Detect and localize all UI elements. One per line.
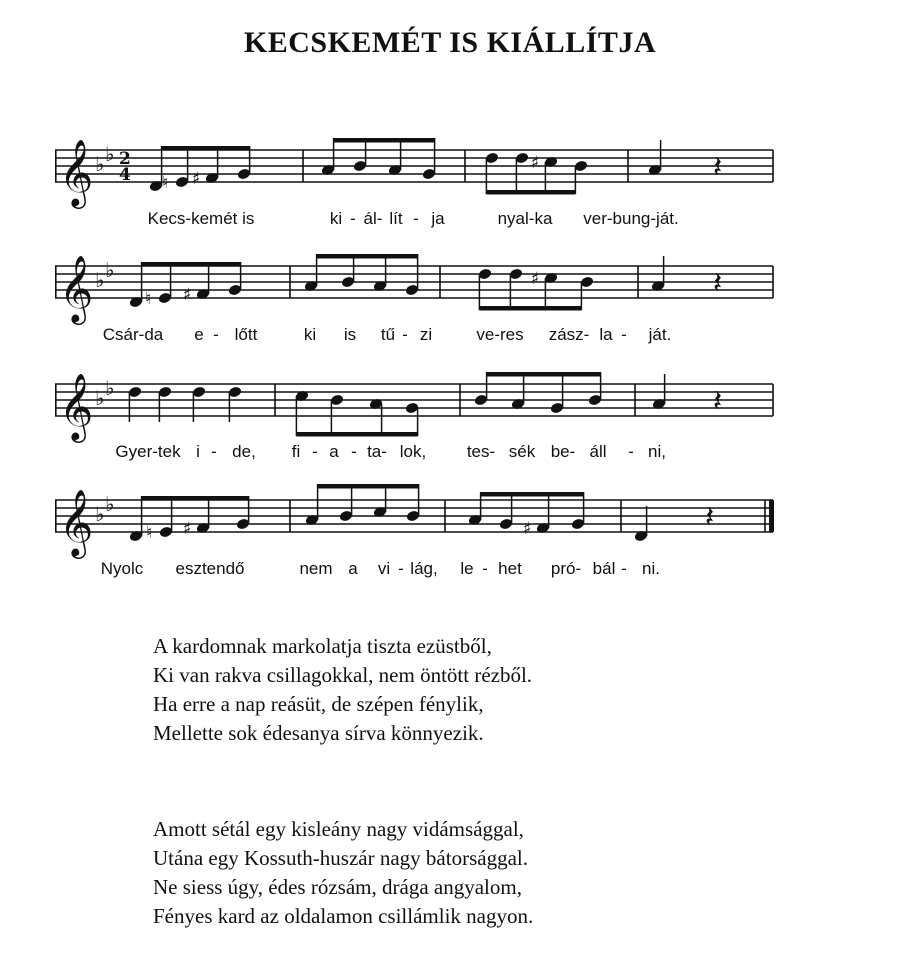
- beam: [486, 190, 575, 195]
- lyric-syllable: nyal-ka: [497, 209, 553, 228]
- lyric-syllable: nem: [299, 559, 333, 578]
- lyric-syllable: ver-bung-ját.: [583, 209, 679, 228]
- lyric-syllable: a: [348, 559, 358, 578]
- beam: [317, 254, 418, 259]
- sharp-icon: ♯: [183, 285, 192, 305]
- flat-icon: ♭: [95, 502, 105, 526]
- sharp-icon: ♯: [192, 169, 201, 189]
- verse-line: Utána egy Kossuth-huszár nagy bátorsággal.: [153, 846, 528, 870]
- beam: [162, 146, 250, 151]
- sharp-icon: ♯: [183, 519, 192, 539]
- lyric-syllable: de,: [232, 442, 256, 461]
- lyric-syllable: Csár-da: [102, 325, 164, 344]
- lyric-syllable: lág,: [410, 559, 438, 578]
- lyric-syllable: -: [351, 442, 357, 461]
- treble-clef-icon: 𝄞: [59, 488, 94, 556]
- beam: [318, 484, 419, 489]
- beam: [142, 262, 241, 267]
- lyric-syllable: be-: [550, 442, 576, 461]
- lyric-syllable: zász-: [548, 325, 590, 344]
- beam: [481, 492, 584, 497]
- lyric-syllable: i: [196, 442, 200, 461]
- verse-1: [153, 632, 532, 748]
- beam: [142, 496, 249, 501]
- time-signature-top: 2: [119, 149, 131, 169]
- lyric-syllable: ját.: [648, 325, 672, 344]
- time-signature-bottom: 4: [119, 165, 131, 185]
- lyric-syllable: a: [329, 442, 339, 461]
- lyric-syllable: Gyer-tek: [115, 442, 181, 461]
- song-title: KECSKEMÉT IS KIÁLLÍTJA: [243, 26, 657, 59]
- lyric-syllable: ki: [329, 209, 343, 228]
- beam: [479, 306, 581, 311]
- treble-clef-icon: 𝄞: [59, 138, 94, 206]
- lyric-syllable: ve-res: [476, 325, 524, 344]
- verse-line: Ha erre a nap reásüt, de szépen fénylik,: [153, 692, 484, 716]
- lyric-syllable: e: [194, 325, 204, 344]
- verse-line: Fényes kard az oldalamon csillámlik nagyon.: [153, 904, 534, 928]
- treble-clef-icon: 𝄞: [59, 254, 94, 322]
- lyrics-line-1: [0, 209, 900, 233]
- lyric-syllable: -: [628, 442, 634, 461]
- lyric-syllable: -: [413, 209, 419, 228]
- flat-icon: ♭: [95, 268, 105, 292]
- lyric-syllable: lok,: [399, 442, 427, 461]
- lyric-syllable: sék: [508, 442, 536, 461]
- quarter-rest-icon: 𝄽: [713, 150, 723, 185]
- lyric-syllable: -: [398, 559, 404, 578]
- verse-2: [153, 815, 533, 931]
- lyrics-line-3: [0, 442, 900, 466]
- lyric-syllable: -: [213, 325, 219, 344]
- lyric-syllable: ni,: [648, 442, 666, 461]
- sharp-icon: ♯: [531, 153, 540, 173]
- beam: [296, 432, 417, 437]
- lyric-syllable: -: [621, 325, 627, 344]
- sharp-icon: ♯: [523, 519, 532, 539]
- lyric-syllable: vi: [377, 559, 391, 578]
- treble-clef-icon: 𝄞: [59, 372, 94, 440]
- quarter-rest-icon: 𝄽: [713, 266, 723, 301]
- flat-icon: ♭: [105, 492, 115, 516]
- lyric-syllable: -: [211, 442, 217, 461]
- lyric-syllable: fi: [291, 442, 301, 461]
- beam: [487, 372, 601, 377]
- lyric-syllable: áll: [589, 442, 607, 461]
- verse-line: Amott sétál egy kisleány nagy vidámsággal,: [153, 817, 524, 841]
- quarter-rest-icon: 𝄽: [713, 384, 723, 419]
- verse-line: Ki van rakva csillagokkal, nem öntött rézből.: [153, 663, 533, 687]
- verse-line: Mellette sok édesanya sírva könnyezik.: [153, 721, 484, 745]
- natural-icon: ♮: [145, 289, 152, 309]
- lyric-syllable: -: [621, 559, 627, 578]
- lyric-syllable: is: [343, 325, 357, 344]
- lyric-syllable: esztendő: [175, 559, 245, 578]
- lyric-syllable: -: [350, 209, 356, 228]
- lyric-syllable: la: [599, 325, 613, 344]
- lyric-syllable: zi: [419, 325, 433, 344]
- lyric-syllable: -: [312, 442, 318, 461]
- lyric-syllable: ta-: [367, 442, 387, 461]
- flat-icon: ♭: [95, 386, 105, 410]
- lyric-syllable: -: [482, 559, 488, 578]
- flat-icon: ♭: [95, 152, 105, 176]
- verse-line: A kardomnak markolatja tiszta ezüstből,: [153, 634, 492, 658]
- lyric-syllable: tű: [380, 325, 396, 344]
- lyric-syllable: ki: [303, 325, 317, 344]
- beam: [334, 138, 435, 143]
- lyric-syllable: -: [402, 325, 408, 344]
- lyrics-line-2: [0, 325, 900, 349]
- natural-icon: ♮: [146, 523, 153, 543]
- lyric-syllable: lőtt: [234, 325, 258, 344]
- lyric-syllable: ni.: [642, 559, 660, 578]
- natural-icon: ♮: [162, 173, 169, 193]
- final-barline: [769, 500, 774, 532]
- lyric-syllable: het: [498, 559, 522, 578]
- lyric-syllable: bál: [592, 559, 616, 578]
- lyric-syllable: ja: [431, 209, 445, 228]
- sharp-icon: ♯: [531, 269, 540, 289]
- lyric-syllable: lít: [389, 209, 403, 228]
- lyric-syllable: tes-: [466, 442, 496, 461]
- lyric-syllable: Nyolc: [100, 559, 144, 578]
- flat-icon: ♭: [105, 376, 115, 400]
- lyrics-line-4: [0, 559, 900, 583]
- flat-icon: ♭: [105, 142, 115, 166]
- verse-line: Ne siess úgy, édes rózsám, drága angyalom,: [153, 875, 522, 899]
- lyric-syllable: le: [460, 559, 474, 578]
- flat-icon: ♭: [105, 258, 115, 282]
- lyric-syllable: Kecs-kemét is: [147, 209, 255, 228]
- quarter-rest-icon: 𝄽: [705, 500, 715, 535]
- lyric-syllable: ál-: [363, 209, 383, 228]
- lyric-syllable: pró-: [550, 559, 582, 578]
